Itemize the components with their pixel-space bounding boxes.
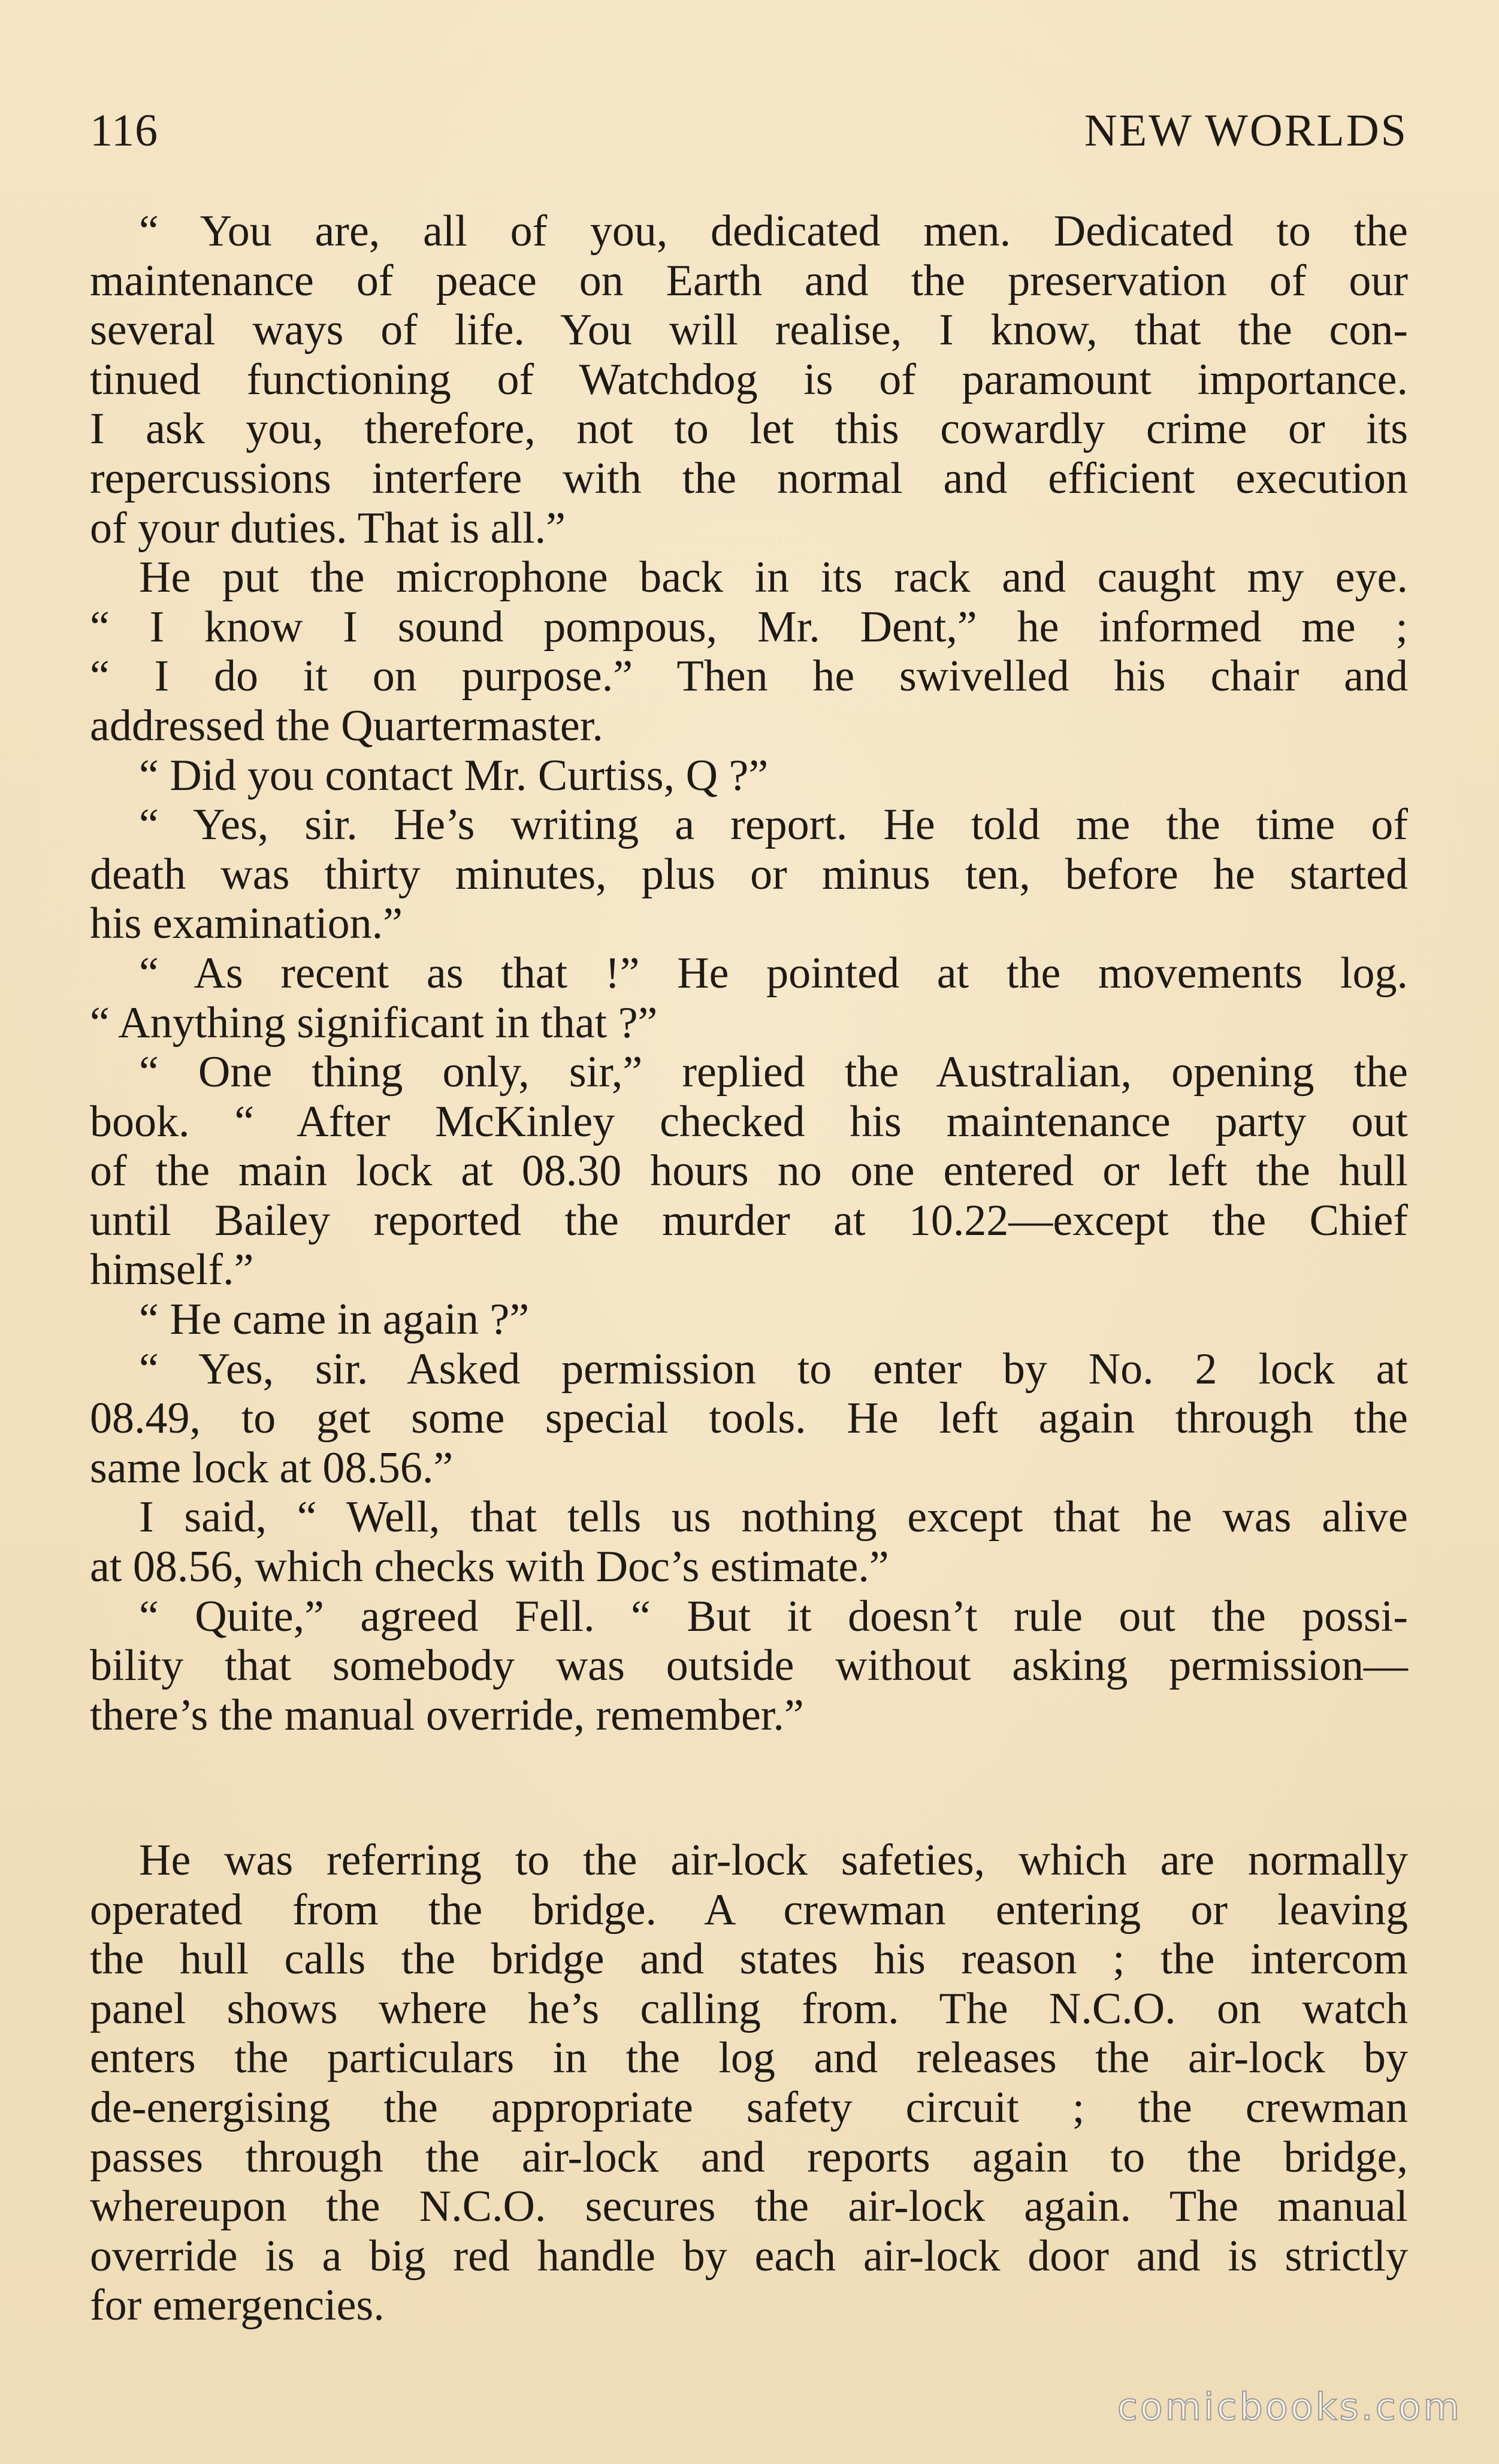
text-line: of your duties. That is all.” (90, 503, 566, 553)
text-block-narration (90, 1836, 1408, 2330)
text-line: the hull calls the bridge and states his reason ; the intercom (90, 1935, 1408, 1984)
text-line: there’s the manual override, remember.” (90, 1690, 804, 1740)
text-line: “ You are, all of you, dedicated men. Dedicated to the (139, 207, 1408, 256)
page-header (90, 105, 1408, 165)
text-line: “ Yes, sir. Asked permission to enter by No. 2 lock at (139, 1344, 1408, 1394)
text-line: panel shows where he’s calling from. The N.C.O. on watch (90, 1984, 1408, 2033)
text-line: maintenance of peace on Earth and the preservation of our (90, 256, 1408, 305)
watermark: comicbooks.com (1117, 2385, 1462, 2429)
text-line: de-energising the appropriate safety circuit ; the crewman (90, 2082, 1408, 2132)
text-line: “ Anything significant in that ?” (90, 998, 658, 1048)
text-line: He was referring to the air-lock safeties, which are normally (139, 1836, 1408, 1885)
text-line: tinued functioning of Watchdog is of paramount importance. (90, 355, 1408, 404)
text-line: “ As recent as that !” He pointed at the movements log. (139, 948, 1408, 998)
text-line: whereupon the N.C.O. secures the air-lock again. The manual (90, 2182, 1408, 2232)
running-title: NEW WORLDS (1084, 105, 1408, 156)
text-line: bility that somebody was outside without asking permission— (90, 1641, 1408, 1691)
text-line: death was thirty minutes, plus or minus ten, before he started (90, 849, 1408, 899)
text-line: addressed the Quartermaster. (90, 701, 603, 750)
text-line: “ Yes, sir. He’s writing a report. He told me the time of (139, 800, 1408, 850)
text-line: book. “ After McKinley checked his maintenance party out (90, 1097, 1408, 1146)
text-line: same lock at 08.56.” (90, 1443, 454, 1493)
text-line: I said, “ Well, that tells us nothing except that he was alive (139, 1493, 1408, 1542)
text-line: “ One thing only, sir,” replied the Australian, opening the (139, 1048, 1408, 1097)
text-block-dialogue (90, 207, 1408, 1740)
text-line: He put the microphone back in its rack and caught my eye. (139, 553, 1408, 603)
text-line: several ways of life. You will realise, I know, that the con- (90, 305, 1408, 355)
text-line: for emergencies. (90, 2281, 385, 2330)
text-line: of the main lock at 08.30 hours no one entered or left the hull (90, 1146, 1408, 1196)
text-line: enters the particulars in the log and releases the air-lock by (90, 2033, 1408, 2083)
text-line: until Bailey reported the murder at 10.22—except the Chief (90, 1195, 1408, 1245)
text-line: his examination.” (90, 899, 403, 949)
text-line: at 08.56, which checks with Doc’s estimate.” (90, 1542, 889, 1592)
text-line: repercussions interfere with the normal and efficient execution (90, 453, 1408, 503)
text-line: “ I do it on purpose.” Then he swivelled his chair and (90, 652, 1408, 701)
text-line: I ask you, therefore, not to let this cowardly crime or its (90, 404, 1408, 454)
text-line: himself.” (90, 1245, 254, 1295)
text-line: passes through the air-lock and reports again to the bridge, (90, 2132, 1408, 2182)
text-line: “ Did you contact Mr. Curtiss, Q ?” (139, 750, 769, 800)
text-line: “ He came in again ?” (139, 1295, 530, 1345)
text-line: “ Quite,” agreed Fell. “ But it doesn’t rule out the possi- (139, 1591, 1408, 1641)
text-line: “ I know I sound pompous, Mr. Dent,” he informed me ; (90, 602, 1408, 652)
page-number: 116 (90, 105, 159, 156)
text-line: override is a big red handle by each air-lock door and is strictly (90, 2231, 1408, 2281)
text-line: operated from the bridge. A crewman entering or leaving (90, 1885, 1408, 1935)
text-line: 08.49, to get some special tools. He left again through the (90, 1394, 1408, 1443)
